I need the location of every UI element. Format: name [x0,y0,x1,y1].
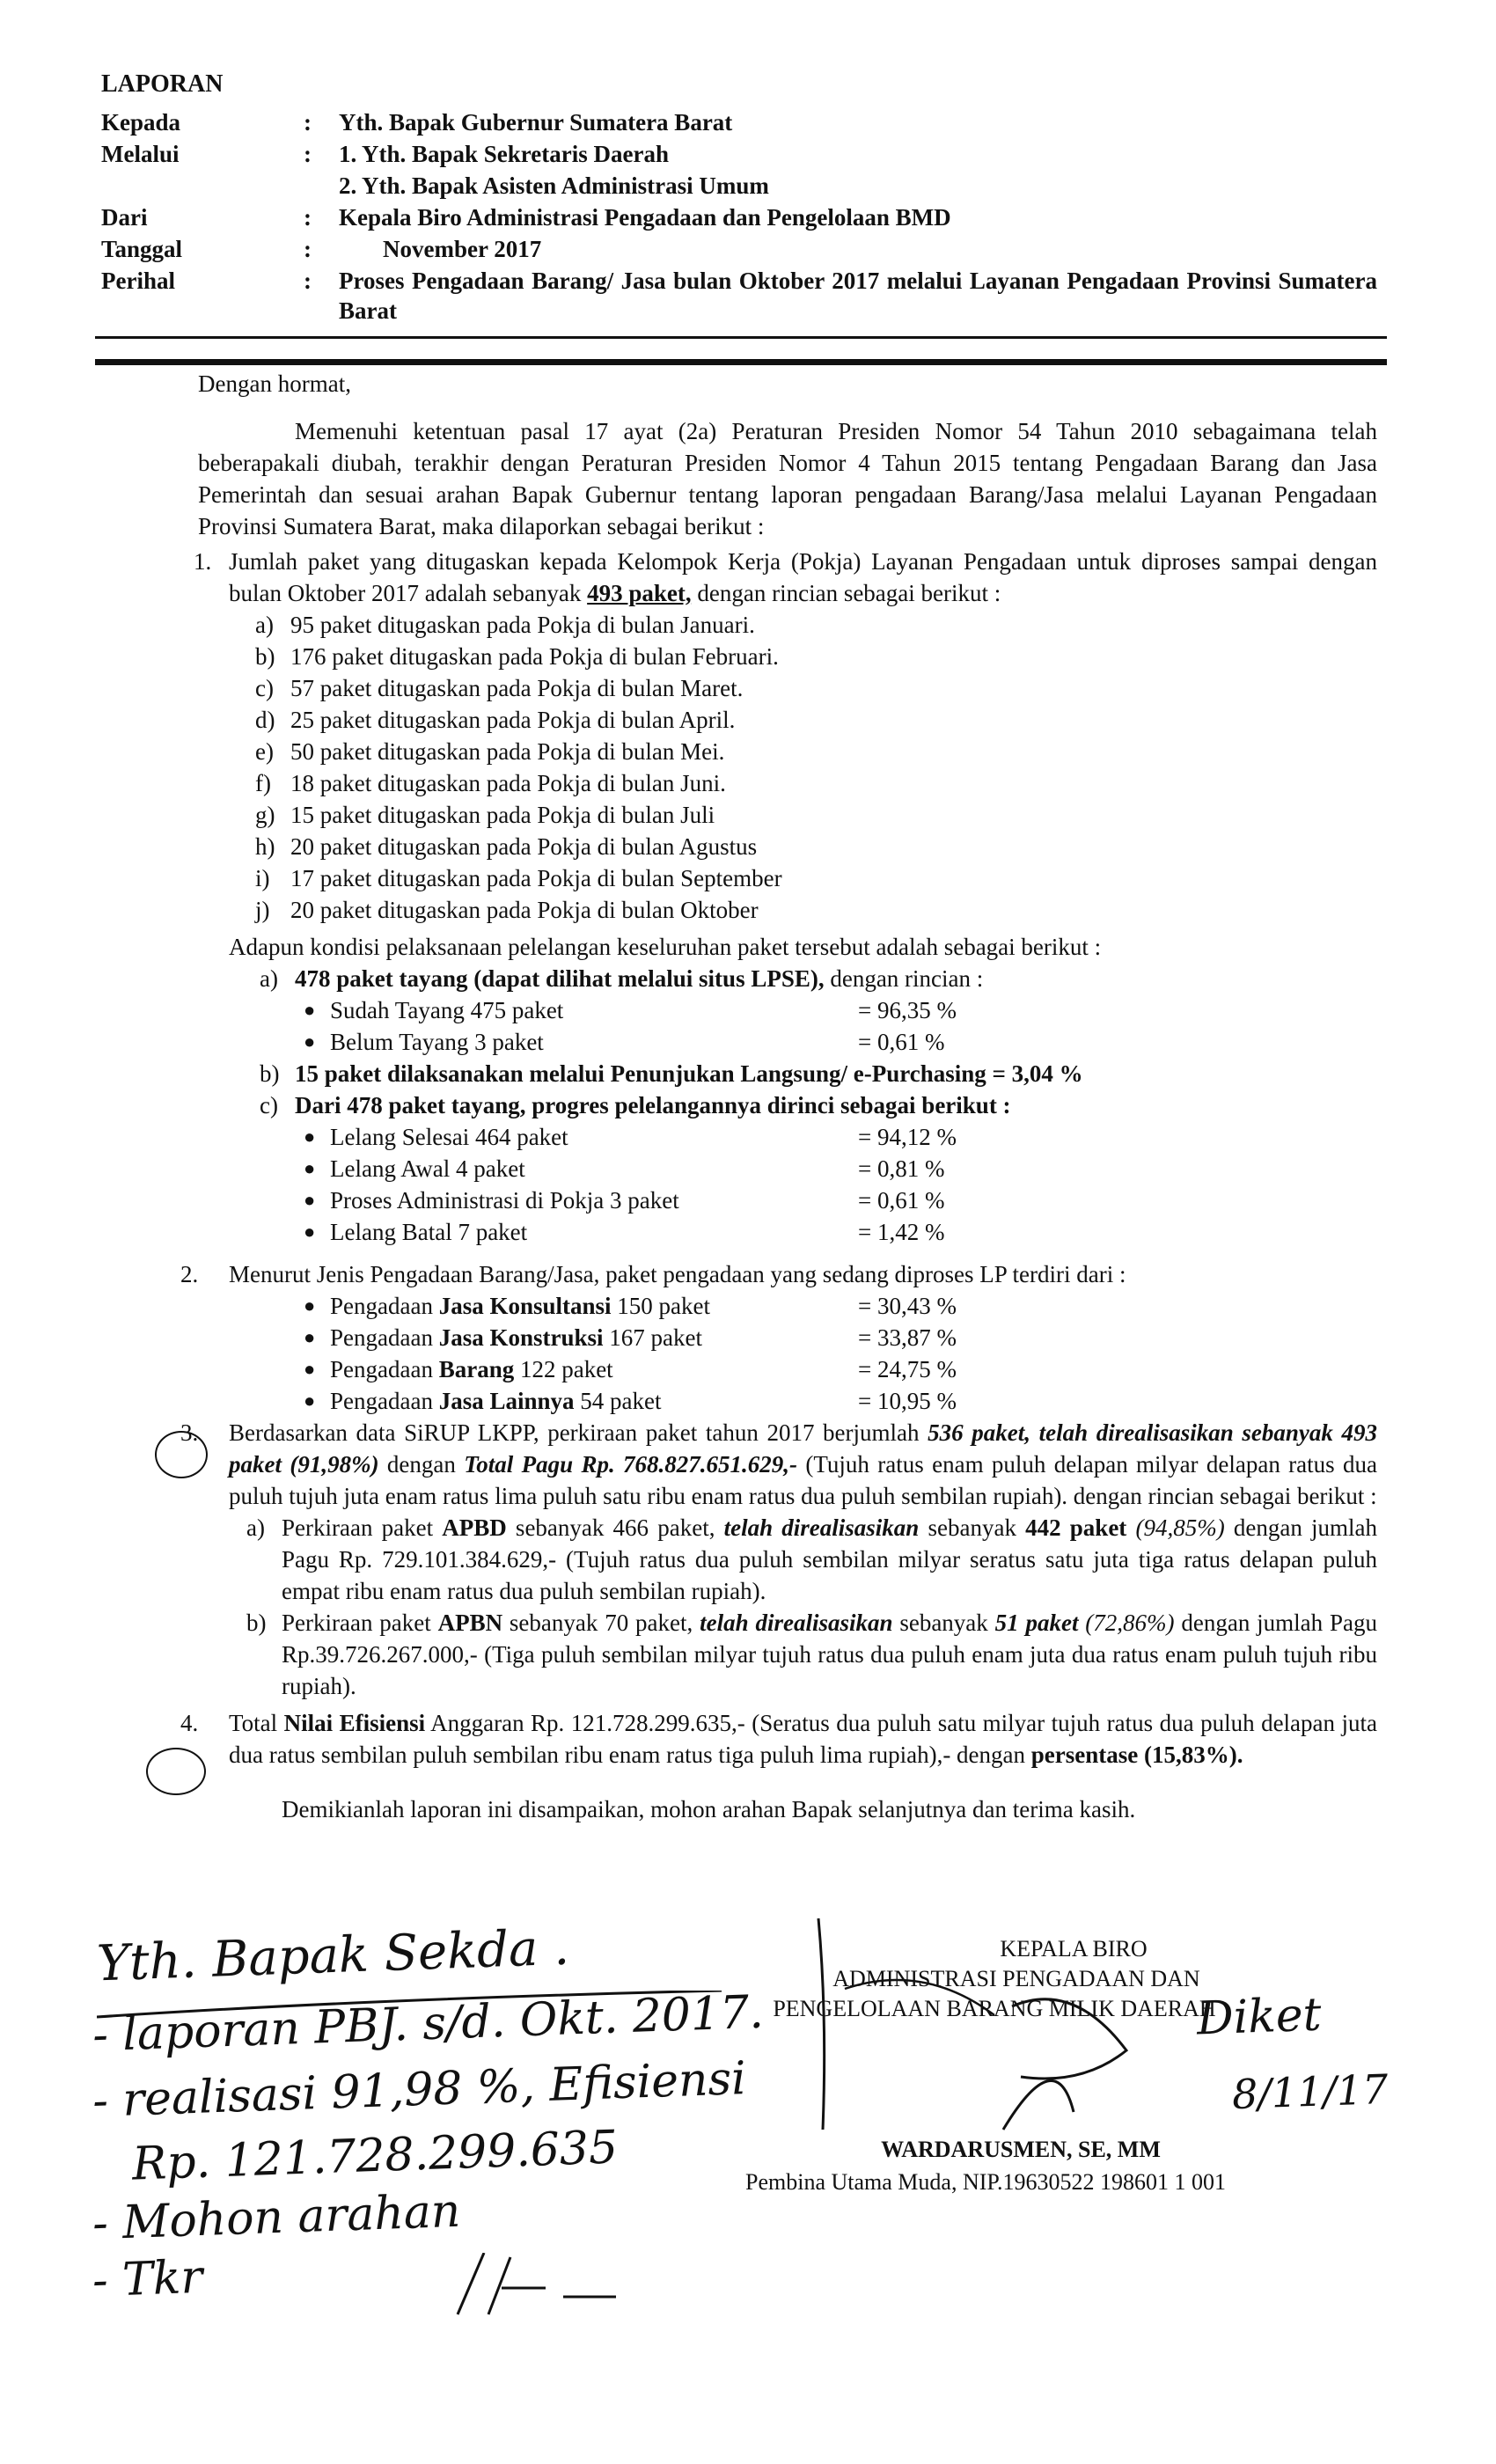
point-1-text-c: dengan rincian sebagai berikut : [691,580,1001,606]
point-1-text [229,546,1377,609]
kondisi-a-text [295,963,1377,994]
header-sep: : [304,204,312,231]
list-text: 20 paket ditugaskan pada Pokja di bulan Oktober [290,897,759,923]
handwritten-underline [97,1991,730,2026]
p3b-3: sebanyak 70 paket, [502,1610,700,1636]
point-1-text-a: Jumlah paket yang ditugaskan kepada Kelompok Kerja (Pokja) Layanan Pengadaan untuk diproses sampai dengan bulan Oktober 2017 adalah sebanyak [229,548,1377,606]
kondisi-a [260,963,1377,994]
header-label-dari: Dari [101,204,148,231]
list-item [304,1026,1377,1058]
bullet-text [330,1290,858,1322]
list-text: 57 paket ditugaskan pada Pokja di bulan Maret. [290,675,744,701]
list-item [304,994,1377,1026]
bullet-value: = 0,81 % [858,1155,945,1182]
list-item [255,609,1377,641]
point-3b [246,1607,1377,1702]
p3b-8: dengan jumlah Pagu Rp.39.726.267.000,- (Tiga puluh sembilan milyar tujuh ratus dua puluh enam juta dua ratus enam puluh tujuh ribu rupiah). [282,1610,1377,1699]
jenis-bold: Jasa Lainnya [438,1388,575,1414]
document-title: LAPORAN [101,70,224,98]
list-item [255,799,1377,831]
kondisi-c [260,1089,1377,1121]
bullet-text: Lelang Awal 4 paket [330,1155,525,1182]
jenis-bold: Barang [438,1356,515,1382]
point-2-number: 2. [180,1261,199,1287]
handwritten-note-line-6: - Tkr [91,2250,204,2308]
circle-mark-3 [155,1431,208,1478]
list-item [304,1290,1377,1322]
header-rule-thick [95,359,1387,365]
list-item [304,1353,1377,1385]
bullet-icon: ● [304,1189,316,1211]
month-list [198,609,1377,926]
list-key: f) [255,770,271,796]
intro-paragraph: Memenuhi ketentuan pasal 17 ayat (2a) Peraturan Presiden Nomor 54 Tahun 2010 sebagaimana telah beberapakali diubah, terakhir dengan Peraturan Presiden Nomor 4 Tahun 2015 tentang Pengadaan Barang dan Jasa Pemerintah dan sesuai arahan Bapak Gubernur tentang laporan pengadaan Barang/Jasa melalui Layanan Pengadaan Provinsi Sumatera Barat, maka dilaporkan sebagai berikut : [198,418,1377,539]
bullet-text [330,1322,858,1353]
handwritten-note-line-4: Rp. 121.728.299.635 [131,2121,619,2191]
header-sep: : [304,236,312,262]
bullet-value: = 1,42 % [858,1219,945,1245]
bullet-text: Belum Tayang 3 paket [330,1029,544,1055]
bullet-icon: ● [304,1390,316,1412]
list-item [255,736,1377,767]
bullet-value: = 24,75 % [858,1356,957,1382]
p3b-2: APBN [437,1610,503,1636]
point-4-number: 4. [180,1710,199,1736]
list-item [255,672,1377,704]
header-block [101,107,1377,326]
signature-role-3: PENGELOLAAN BARANG MILIK DAERAH [773,1996,1216,2021]
handwritten-note-line-2: - laporan PBJ. s/d. Okt. 2017. [92,1985,765,2063]
list-key: g) [255,802,275,828]
bullet-text [330,1353,858,1385]
header-label-tanggal: Tanggal [101,236,183,262]
point-3-a: Berdasarkan data SiRUP LKPP, perkiraan paket tahun 2017 berjumlah [229,1419,928,1446]
bullet-text: Proses Administrasi di Pokja 3 paket [330,1187,679,1214]
list-key: b) [255,643,275,670]
p3a-5: sebanyak [919,1514,1026,1541]
handwritten-note-line-3: - realisasi 91,98 %, Efisiensi [92,2052,747,2128]
list-key: b) [260,1060,280,1087]
list-key: j) [255,897,270,923]
header-label-empty [101,171,304,201]
point-3-realisasi: 536 paket, telah direalisasikan sebanyak 493 paket (91,98%) [229,1419,1378,1478]
header-sep: : [304,109,312,136]
jenis-post: 150 paket [611,1293,711,1319]
bullet-icon: ● [304,1157,316,1179]
jenis-bold: Jasa Konsultansi [438,1293,612,1319]
list-key: b) [246,1610,267,1636]
kondisi-a-bold: 478 paket tayang (dapat dilihat melalui situs LPSE), [295,965,825,992]
point-3-c: dengan [378,1451,465,1478]
jenis-pre: Pengadaan [330,1293,439,1319]
point-1-number: 1. [194,548,212,575]
header-label-kepada: Kepada [101,109,181,136]
bullet-icon: ● [304,1030,316,1052]
signature-role-1: KEPALA BIRO [1000,1936,1148,1962]
point-3b-text [282,1607,1377,1702]
bullet-value: = 33,87 % [858,1324,957,1351]
header-sep-empty [304,171,339,201]
header-rule-thin [95,336,1387,339]
bullet-text: Lelang Batal 7 paket [330,1219,528,1245]
point-3-e: (Tujuh ratus enam puluh delapan milyar delapan ratus dua puluh tujuh juta enam ratus lima puluh satu ribu enam ratus dua puluh sembilan rupiah). dengan rincian sebagai berikut : [229,1451,1377,1509]
p3b-4: telah direalisasikan [700,1610,893,1636]
circle-mark-4 [146,1748,206,1795]
list-text: 95 paket ditugaskan pada Pokja di bulan Januari. [290,612,755,638]
p3a-8: dengan jumlah Pagu Rp. 729.101.384.629,- (Tujuh ratus dua puluh sembilan milyar seratus satu juta tiga ratus delapan puluh empat ribu enam ratus dua puluh sembilan rupiah). [282,1514,1378,1604]
point-1 [194,546,1377,609]
list-key: d) [255,707,275,733]
point-1-total: 493 paket, [587,580,692,606]
handwritten-note-line-1: Yth. Bapak Sekda . [96,1918,570,1993]
signature-name: WARDARUSMEN, SE, MM [881,2137,1161,2162]
p4-d: persentase (15,83%). [1030,1742,1243,1768]
handwritten-disposition: Diket [1195,1988,1323,2046]
closing-paragraph: Demikianlah laporan ini disampaikan, mohon arahan Bapak selanjutnya dan terima kasih. [282,1796,1136,1822]
bullet-value: = 0,61 % [858,1187,945,1214]
signature-scribble [792,1910,1144,2138]
p3a-3: sebanyak 466 paket, [506,1514,724,1541]
header-value-dari: Kepala Biro Administrasi Pengadaan dan Pengelolaan BMD [339,204,951,231]
p3a-2: APBD [442,1514,507,1541]
list-key: e) [255,738,274,765]
list-item [304,1216,1377,1248]
bullet-text [330,1385,858,1417]
point-2 [180,1258,1377,1290]
header-value-perihal: Proses Pengadaan Barang/ Jasa bulan Oktober 2017 melalui Layanan Pengadaan Provinsi Sumatera Barat [339,268,1377,324]
list-item [255,767,1377,799]
header-label-perihal: Perihal [101,268,175,294]
p3a-7: (94,85%) [1126,1514,1225,1541]
list-key: c) [260,1092,278,1118]
list-item [255,641,1377,672]
bullet-text: Lelang Selesai 464 paket [330,1124,568,1150]
list-item [255,831,1377,862]
list-key: a) [260,965,278,992]
list-item [304,1322,1377,1353]
point-3-total-pagu: Total Pagu Rp. 768.827.651.629,- [464,1451,798,1478]
point-3-number: 3. [180,1419,199,1446]
list-item [255,704,1377,736]
jenis-pre: Pengadaan [330,1324,439,1351]
p3b-7: (72,86%) [1078,1610,1175,1636]
handwritten-date: 8/11/17 [1231,2064,1390,2119]
handwritten-initial [449,2253,625,2323]
bullet-value: = 0,61 % [858,1029,945,1055]
header-value-tanggal: November 2017 [383,236,542,262]
point-3 [180,1417,1377,1512]
list-key: a) [255,612,274,638]
list-text: 18 paket ditugaskan pada Pokja di bulan Juni. [290,770,726,796]
p3b-5: sebanyak [892,1610,995,1636]
list-text: 25 paket ditugaskan pada Pokja di bulan April. [290,707,736,733]
list-text: 20 paket ditugaskan pada Pokja di bulan Agustus [290,833,758,860]
signature-role-2: ADMINISTRASI PENGADAAN DAN [832,1966,1200,1991]
bullet-text: Sudah Tayang 475 paket [330,997,564,1023]
point-2-text: Menurut Jenis Pengadaan Barang/Jasa, paket pengadaan yang sedang diproses LP terdiri dari : [229,1261,1126,1287]
point-4-text [229,1707,1377,1771]
list-item [255,862,1377,894]
bullet-icon: ● [304,1358,316,1380]
kondisi-a-rest: dengan rincian : [824,965,984,992]
header-sep: : [304,141,312,167]
p3a-6: 442 paket [1025,1514,1127,1541]
point-4 [180,1707,1377,1771]
bullet-icon: ● [304,999,316,1021]
list-item [304,1121,1377,1153]
p3a-1: Perkiraan paket [282,1514,443,1541]
kondisi-b [260,1058,1377,1089]
jenis-bold: Jasa Konstruksi [438,1324,604,1351]
list-text: 176 paket ditugaskan pada Pokja di bulan Februari. [290,643,779,670]
jenis-post: 167 paket [603,1324,702,1351]
header-value-melalui-1: 1. Yth. Bapak Sekretaris Daerah [339,141,670,167]
list-key: c) [255,675,274,701]
greeting: Dengan hormat, [198,370,351,397]
bullet-value: = 94,12 % [858,1124,957,1150]
kondisi-c-text: Dari 478 paket tayang, progres pelelangannya dirinci sebagai berikut : [295,1092,1011,1118]
list-text: 15 paket ditugaskan pada Pokja di bulan Juli [290,802,715,828]
list-text: 17 paket ditugaskan pada Pokja di bulan September [290,865,782,891]
list-key: a) [246,1514,265,1541]
list-text: 50 paket ditugaskan pada Pokja di bulan Mei. [290,738,725,765]
bullet-icon: ● [304,1294,316,1316]
bullet-value: = 96,35 % [858,997,957,1023]
jenis-post: 54 paket [574,1388,662,1414]
list-key: i) [255,865,270,891]
list-item [255,894,1377,926]
header-sep: : [304,268,312,294]
header-label-melalui: Melalui [101,141,180,167]
letter-body [180,368,1378,1825]
p3b-1: Perkiraan paket [282,1610,438,1636]
p4-c: Anggaran Rp. 121.728.299.635,- (Seratus dua puluh satu milyar tujuh ratus dua puluh delapan juta dua ratus sembilan puluh sembilan ribu enam ratus tiga puluh lima rupiah),- dengan [229,1710,1377,1768]
jenis-pre: Pengadaan [330,1388,439,1414]
kondisi-b-text: 15 paket dilaksanakan melalui Penunjukan Langsung/ e-Purchasing = 3,04 % [295,1060,1083,1087]
bullet-icon: ● [304,1126,316,1148]
p3b-6: 51 paket [994,1610,1079,1636]
bullet-icon: ● [304,1326,316,1348]
point-3-text [229,1417,1377,1512]
header-value-melalui-2: 2. Yth. Bapak Asisten Administrasi Umum [339,172,769,199]
bullet-value: = 10,95 % [858,1388,957,1414]
list-item [304,1385,1377,1417]
jenis-post: 122 paket [514,1356,613,1382]
handwritten-note-line-5: - Mohon arahan [92,2184,462,2251]
list-item [304,1153,1377,1184]
signature-rank: Pembina Utama Muda, NIP.19630522 198601 1 001 [745,2169,1226,2195]
jenis-pre: Pengadaan [330,1356,439,1382]
p4-a: Total [229,1710,284,1736]
bullet-value: = 30,43 % [858,1293,957,1319]
list-item [304,1184,1377,1216]
kondisi-text: Adapun kondisi pelaksanaan pelelangan keseluruhan paket tersebut adalah sebagai berikut : [229,934,1102,960]
list-key: h) [255,833,275,860]
point-3a [246,1512,1377,1607]
bullet-icon: ● [304,1221,316,1243]
point-3a-text [282,1512,1377,1607]
p3a-4: telah direalisasikan [723,1514,920,1541]
header-value-kepada: Yth. Bapak Gubernur Sumatera Barat [339,109,733,136]
p4-b: Nilai Efisiensi [283,1710,426,1736]
